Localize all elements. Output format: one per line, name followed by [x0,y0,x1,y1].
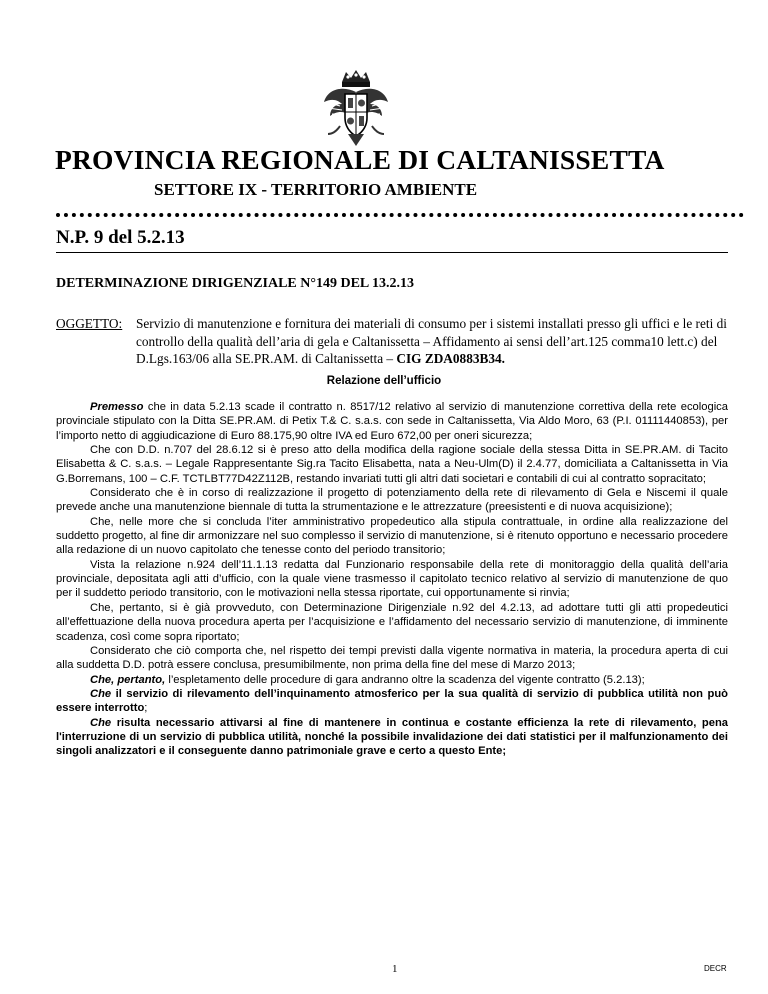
paragraph-relazione: Vista la relazione n.924 dell’11.1.13 redatta dal Funzionario responsabile della rete di monitoraggio della qualità dell’aria provinciale, depositata agli atti d’ufficio, con la quale viene trasmesso il capitolato tecnico relativo al servizio di manutenzione de quo per il suddetto periodo transitorio, con le motivazioni nella stessa riportate, cui opportunamente si rinvia; [56,558,728,600]
paragraph-servizio [56,687,728,716]
subject-label: OGGETTO: [56,316,123,331]
paragraph-efficienza [56,716,728,759]
subject-block [56,315,728,368]
paragraph-premesso [56,400,728,443]
paragraph-text: il servizio di rilevamento dell’inquinamento atmosferico per la sua qualità di servizio di pubblica utilità non può essere interrotto [56,687,728,715]
paragraph-text: che in data 5.2.13 scade il contratto n. 8517/12 relativo al servizio di manutenzione correttiva della rete ecologica provinciale stipulato con la Ditta SE.PR.AM. di Petix T.& C. s.a.s. con sede in Caltanissetta, Via Aldo Moro, 63 (P.I. 01111440853), per l’importo netto di aggiudicazione di Euro 88.175,90 oltre IVA ed Euro 672,00 per oneri sicurezza; [56,401,728,442]
page-number: 1 [392,963,398,975]
province-title: PROVINCIA REGIONALE DI CALTANISSETTA [55,144,665,175]
paragraph-lead: Che [90,716,112,729]
report-body [56,400,728,759]
paragraph-pertanto [56,673,728,687]
paragraph-end: ; [144,702,148,715]
determination-title: DETERMINAZIONE DIRIGENZIALE N°149 DEL 13.2.13 [56,276,414,291]
province-coat-of-arms-icon [318,68,394,148]
protocol-number: N.P. 9 del 5.2.13 [56,227,185,248]
paragraph-text: risulta necessario attivarsi al fine di mantenere in continua e costante efficienza la rete di rilevamento, pena l'interruzione di un servizio di pubblica utilità, nonché la possibile invalidazione dei dati statistici per il malfunzionamento dei singoli analizzatori e il conseguente danno patrimoniale grave e certo a questo Ente; [56,716,728,758]
paragraph-text: l’espletamento delle procedure di gara andranno oltre la scadenza del vigente contratto (5.2.13); [165,673,645,686]
sector-title: SETTORE IX - TERRITORIO AMBIENTE [154,180,478,199]
header-rule [56,252,728,253]
paragraph-iter: Che, nelle more che si concluda l’iter amministrativo propedeutico alla stipula contrattuale, in ordine alla realizzazione del suddetto progetto, al fine dir armonizzare nel suo complesso il servizio di manutenzione, si è ritenuto opportuno e necessario procedere alla redazione di un nuovo capitolato che tenesse conto del periodo transitorio; [56,515,728,557]
subject-cig: CIG ZDA0883B34. [396,351,505,367]
subject-text [136,315,728,368]
paragraph-progetto: Considerato che è in corso di realizzazione il progetto di potenziamento della rete di rilevamento di Gela e Niscemi il quale prevede anche una manutenzione biennale di tutta la strumentazione e le attrezzature (preesistenti e di nuova acquisizione); [56,487,728,514]
report-heading: Relazione dell’ufficio [326,375,442,387]
subject-description: Servizio di manutenzione e fornitura dei materiali di consumo per i sistemi installati presso gli uffici e le reti di controllo della qualità dell’aria di gela e Caltanissetta – Affidamento ai sensi dell’art.125 comma10 lett.c) del D.Lgs.163/06 alla SE.PR.AM. di Caltanissetta – [136,316,727,367]
paragraph-procedura: Considerato che ciò comporta che, nel rispetto dei tempi previsti dalla vigente normativa in materia, la procedura aperta di cui alla suddetta D.D. potrà essere conclusa, presumibilmente, non prima della fine del mese di Marzo 2013; [56,644,728,672]
paragraph-lead: Premesso [90,401,144,413]
paragraph-determinazione: Che, pertanto, si è già provveduto, con Determinazione Dirigenziale n.92 del 4.2.13, ad adottare tutti gli atti propedeutici all’effettuazione della nuova procedura aperta per l’acquisizione e l’affidamento del necessario servizio di manutenzione, di imminente scadenza, così come sopra riportato; [56,601,728,643]
paragraph-lead: Che, pertanto, [90,673,166,686]
document-code: DECR [704,964,727,973]
paragraph-ragione-sociale: Che con D.D. n.707 del 28.6.12 si è preso atto della modifica della ragione sociale della stessa Ditta in SE.PR.AM. di Tacito Elisabetta & C. s.a.s. – Legale Rappresentante Sig.ra Tacito Elisabetta, nata a Neu-Ulm(D) il 2.4.77, domiciliata a Caltanissetta in Via G.Borremans, 100 – C.F. TCTLBT77D42Z112B, restando invariati tutti gli altri dati societari e contabili di cui al contratto sopracitato; [56,444,728,485]
paragraph-lead: Che [90,687,112,700]
dotted-divider [56,213,744,217]
